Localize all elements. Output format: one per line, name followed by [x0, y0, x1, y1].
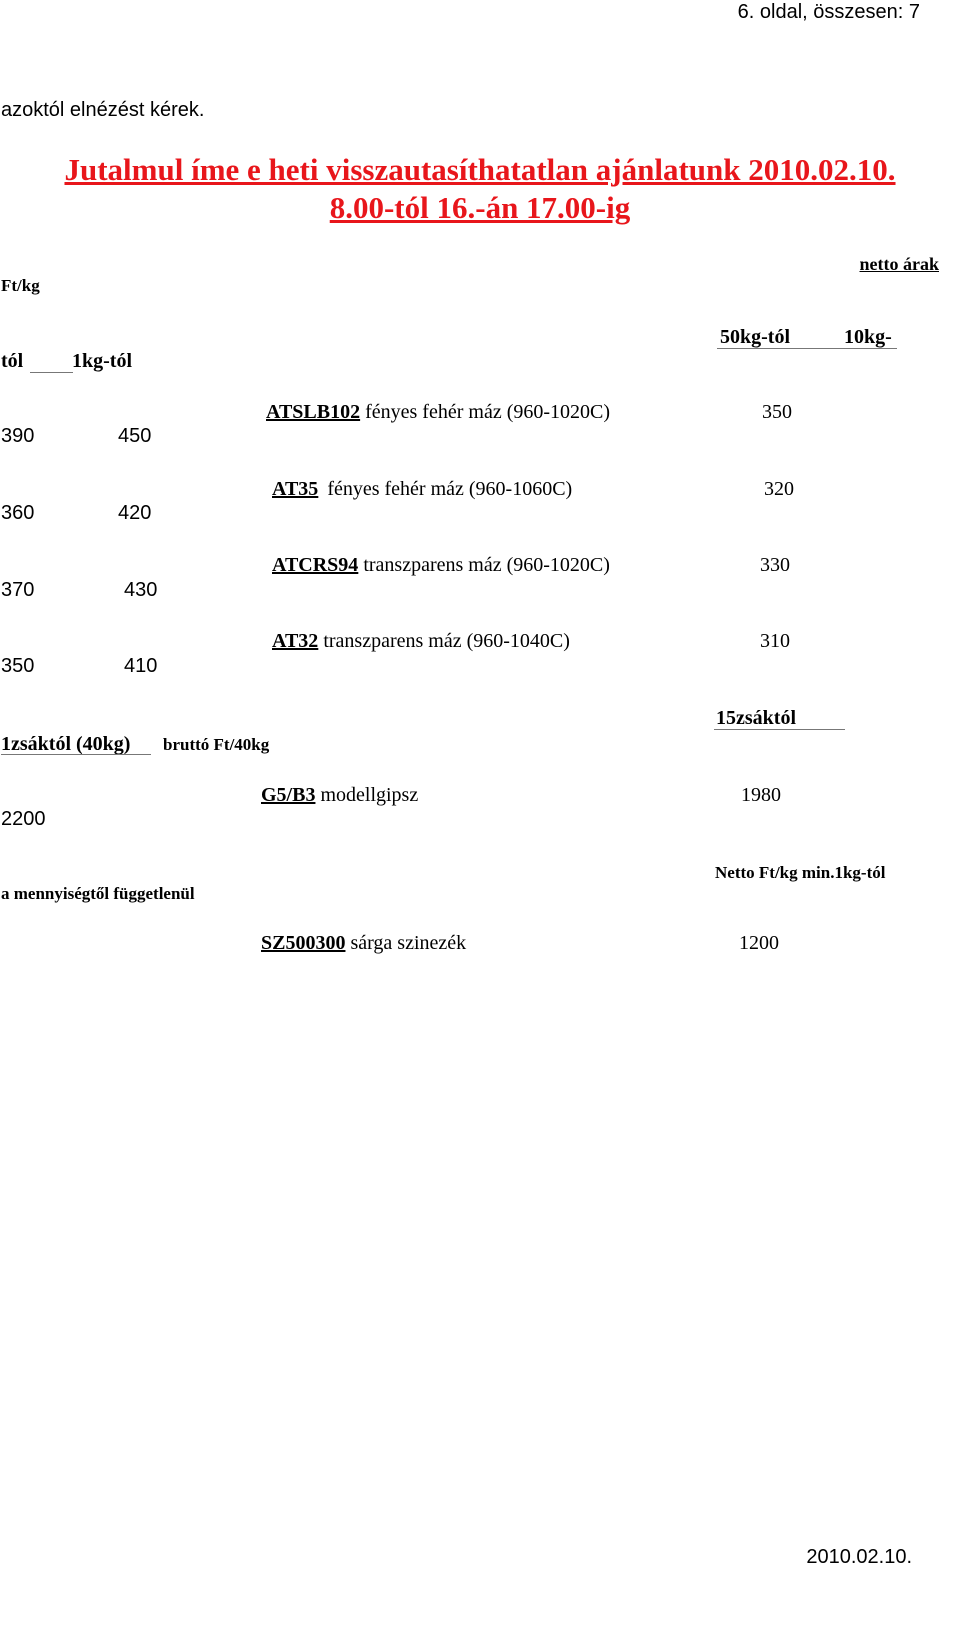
product-row — [261, 784, 418, 807]
price-15zsak: 1980 — [741, 784, 781, 806]
product-description: transzparens máz (960-1040C) — [323, 630, 570, 652]
price-1kg: 450 — [118, 425, 152, 447]
product-code: SZ500300 — [261, 932, 346, 954]
column-header-tol: tól — [1, 350, 24, 372]
price-1kg: 420 — [118, 502, 152, 524]
column-header-10kg: 10kg- — [844, 326, 892, 348]
price-50kg: 320 — [764, 478, 794, 500]
price-1zsak: 2200 — [1, 808, 46, 830]
netto-label: netto árak — [859, 254, 939, 274]
product-code: AT35 — [272, 478, 319, 500]
product-code: ATSLB102 — [266, 401, 361, 423]
product-description: transzparens máz (960-1020C) — [363, 554, 610, 576]
colorant-header-right: Netto Ft/kg min.1kg-tól — [715, 863, 886, 882]
product-row — [261, 932, 466, 955]
product-description: modellgipsz — [320, 784, 419, 806]
gypsum-header-underline-right — [714, 729, 845, 730]
page-indicator: 6. oldal, összesen: 7 — [737, 1, 920, 23]
product-row — [272, 630, 570, 653]
intro-text: azoktól elnézést kérek. — [1, 99, 205, 121]
column-header-1kg: 1kg-tól — [72, 350, 132, 372]
gypsum-header-unit: bruttó Ft/40kg — [163, 735, 270, 754]
product-description: sárga szinezék — [350, 932, 467, 954]
price-10kg: 350 — [1, 655, 35, 677]
headline-line-1: Jutalmul íme e heti visszautasíthatatlan ajánlatunk 2010.02.10. — [64, 152, 896, 187]
product-row — [272, 478, 572, 501]
unit-label: Ft/kg — [1, 276, 40, 295]
gypsum-header-1: 1zsáktól (40kg) — [1, 733, 131, 755]
gypsum-header-15: 15zsáktól — [716, 707, 796, 729]
product-code: G5/B3 — [261, 784, 316, 806]
product-description: fényes fehér máz (960-1020C) — [365, 401, 611, 423]
price-10kg: 370 — [1, 579, 35, 601]
headline-line-2: 8.00-tól 16.-án 17.00-ig — [329, 190, 631, 225]
product-row — [266, 401, 610, 424]
price-1kg: 410 — [124, 655, 158, 677]
price-10kg: 360 — [1, 502, 35, 524]
product-code: ATCRS94 — [272, 554, 359, 576]
price-10kg: 390 — [1, 425, 35, 447]
product-code: AT32 — [272, 630, 319, 652]
price-1kg: 430 — [124, 579, 158, 601]
price-50kg: 350 — [762, 401, 792, 423]
colorant-header-left: a mennyiségtől függetlenül — [1, 884, 195, 903]
price-50kg: 310 — [760, 630, 790, 652]
footer-date: 2010.02.10. — [806, 1546, 912, 1568]
colorant-price: 1200 — [739, 932, 779, 954]
product-row — [272, 554, 610, 577]
gypsum-header-underline-left — [1, 754, 151, 755]
column-header-50kg: 50kg-tól — [720, 326, 790, 348]
header-underline-left — [30, 372, 73, 373]
price-50kg: 330 — [760, 554, 790, 576]
product-description: fényes fehér máz (960-1060C) — [327, 478, 573, 500]
